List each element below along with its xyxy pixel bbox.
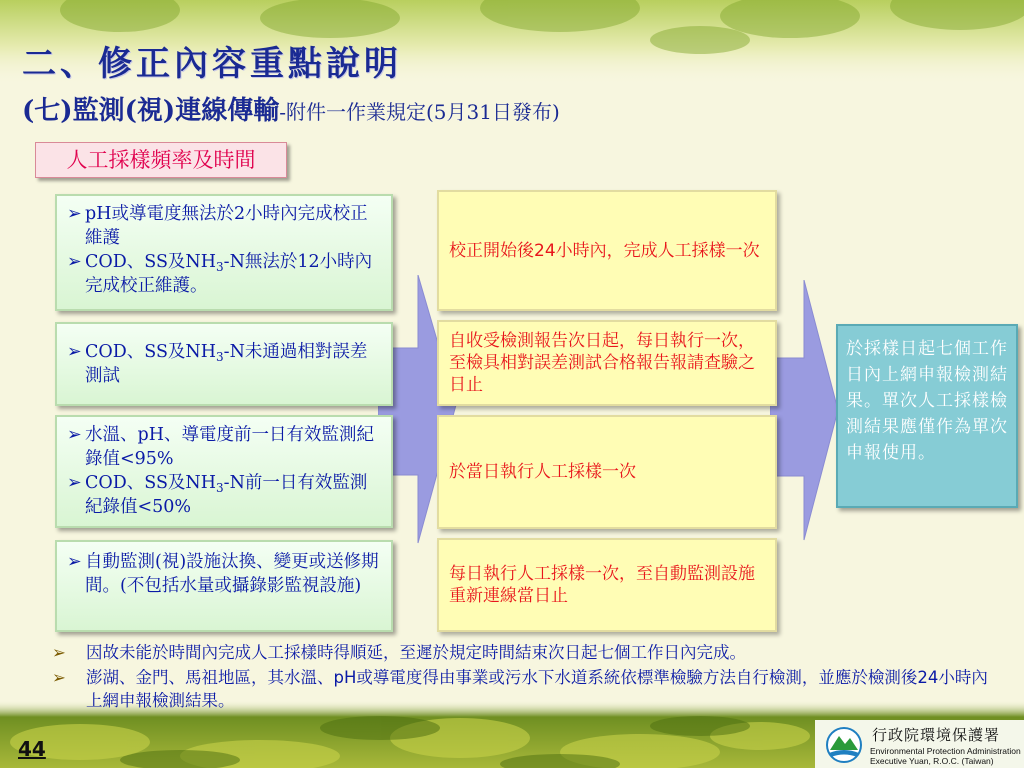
subtitle-detail: -附件一作業規定(5月31日發布) <box>279 100 560 124</box>
org-name: 行政院環境保護署 <box>872 726 1001 744</box>
condition-item: ➢ COD、SS及$NH_3-N$前一日有效監測紀錄值<50% <box>67 473 368 517</box>
result-box: 於採樣日起七個工作日內上網申報檢測結果。單次人工採樣檢測結果應僅作為單次申報使用。 <box>836 324 1018 508</box>
action-box-4: 每日執行人工採樣一次，至自動監測設施重新連線當日止 <box>437 538 777 632</box>
arrow-bullet-icon: ➢ <box>67 342 82 362</box>
condition-item: ➢ 水溫、pH、導電度前一日有效監測紀錄值<95% <box>67 425 374 469</box>
arrow-bullet-icon: ➢ <box>67 204 82 224</box>
condition-item: ➢ pH或導電度無法於2小時內完成校正維護 <box>67 204 368 248</box>
subtitle <box>22 90 560 127</box>
legend-label-box: 人工採樣頻率及時間 <box>35 142 287 178</box>
page-number: 44 <box>18 737 46 761</box>
arrow-bullet-icon: ➢ <box>67 252 82 272</box>
arrow-bullet-icon: ➢ <box>52 643 66 662</box>
action-box-2: 自收受檢測報告次日起，每日執行一次，至檢具相對誤差測試合格報告報請查驗之日止 <box>437 320 777 406</box>
arrow-bullet-icon: ➢ <box>67 552 82 572</box>
flow-arrow-icon <box>770 280 840 542</box>
arrow-bullet-icon: ➢ <box>67 425 82 445</box>
footnote-1: ➢ 因故未能於時間內完成人工採樣時得順延，至遲於規定時間結束次日起七個工作日內完成。 <box>52 643 746 662</box>
action-box-3: 於當日執行人工採樣一次 <box>437 415 777 529</box>
condition-box-4 <box>55 540 393 632</box>
condition-item: ➢ COD、SS及$NH_3-N$無法於12小時內完成校正維護。 <box>67 252 373 296</box>
condition-item: ➢ 自動監測(視)設施汰換、變更或送修期間。(不包括水量或攝錄影監視設施) <box>67 552 379 596</box>
arrow-bullet-icon: ➢ <box>67 473 82 493</box>
condition-box-1 <box>55 194 393 311</box>
condition-box-3 <box>55 415 393 528</box>
org-english-line-2: Executive Yuan, R.O.C. (Taiwan) <box>870 756 994 766</box>
footnote-2: ➢ 澎湖、金門、馬祖地區，其水溫、pH或導電度得由事業或污水下水道系統依標準檢驗方法自行檢測，並應於檢測後24小時內上網申報檢測結果。 <box>52 668 988 710</box>
condition-box-2 <box>55 322 393 406</box>
action-box-1: 校正開始後24小時內，完成人工採樣一次 <box>437 190 777 311</box>
org-english-line-1: Environmental Protection Administration <box>870 746 1021 756</box>
condition-item: ➢ COD、SS及$NH_3-N$未通過相對誤差測試 <box>67 342 368 386</box>
page-title: 二、修正內容重點說明 <box>22 44 402 84</box>
arrow-bullet-icon: ➢ <box>52 668 66 687</box>
subtitle-main: (七)監測(視)連線傳輸 <box>22 96 280 126</box>
epa-logo-icon <box>824 726 864 764</box>
